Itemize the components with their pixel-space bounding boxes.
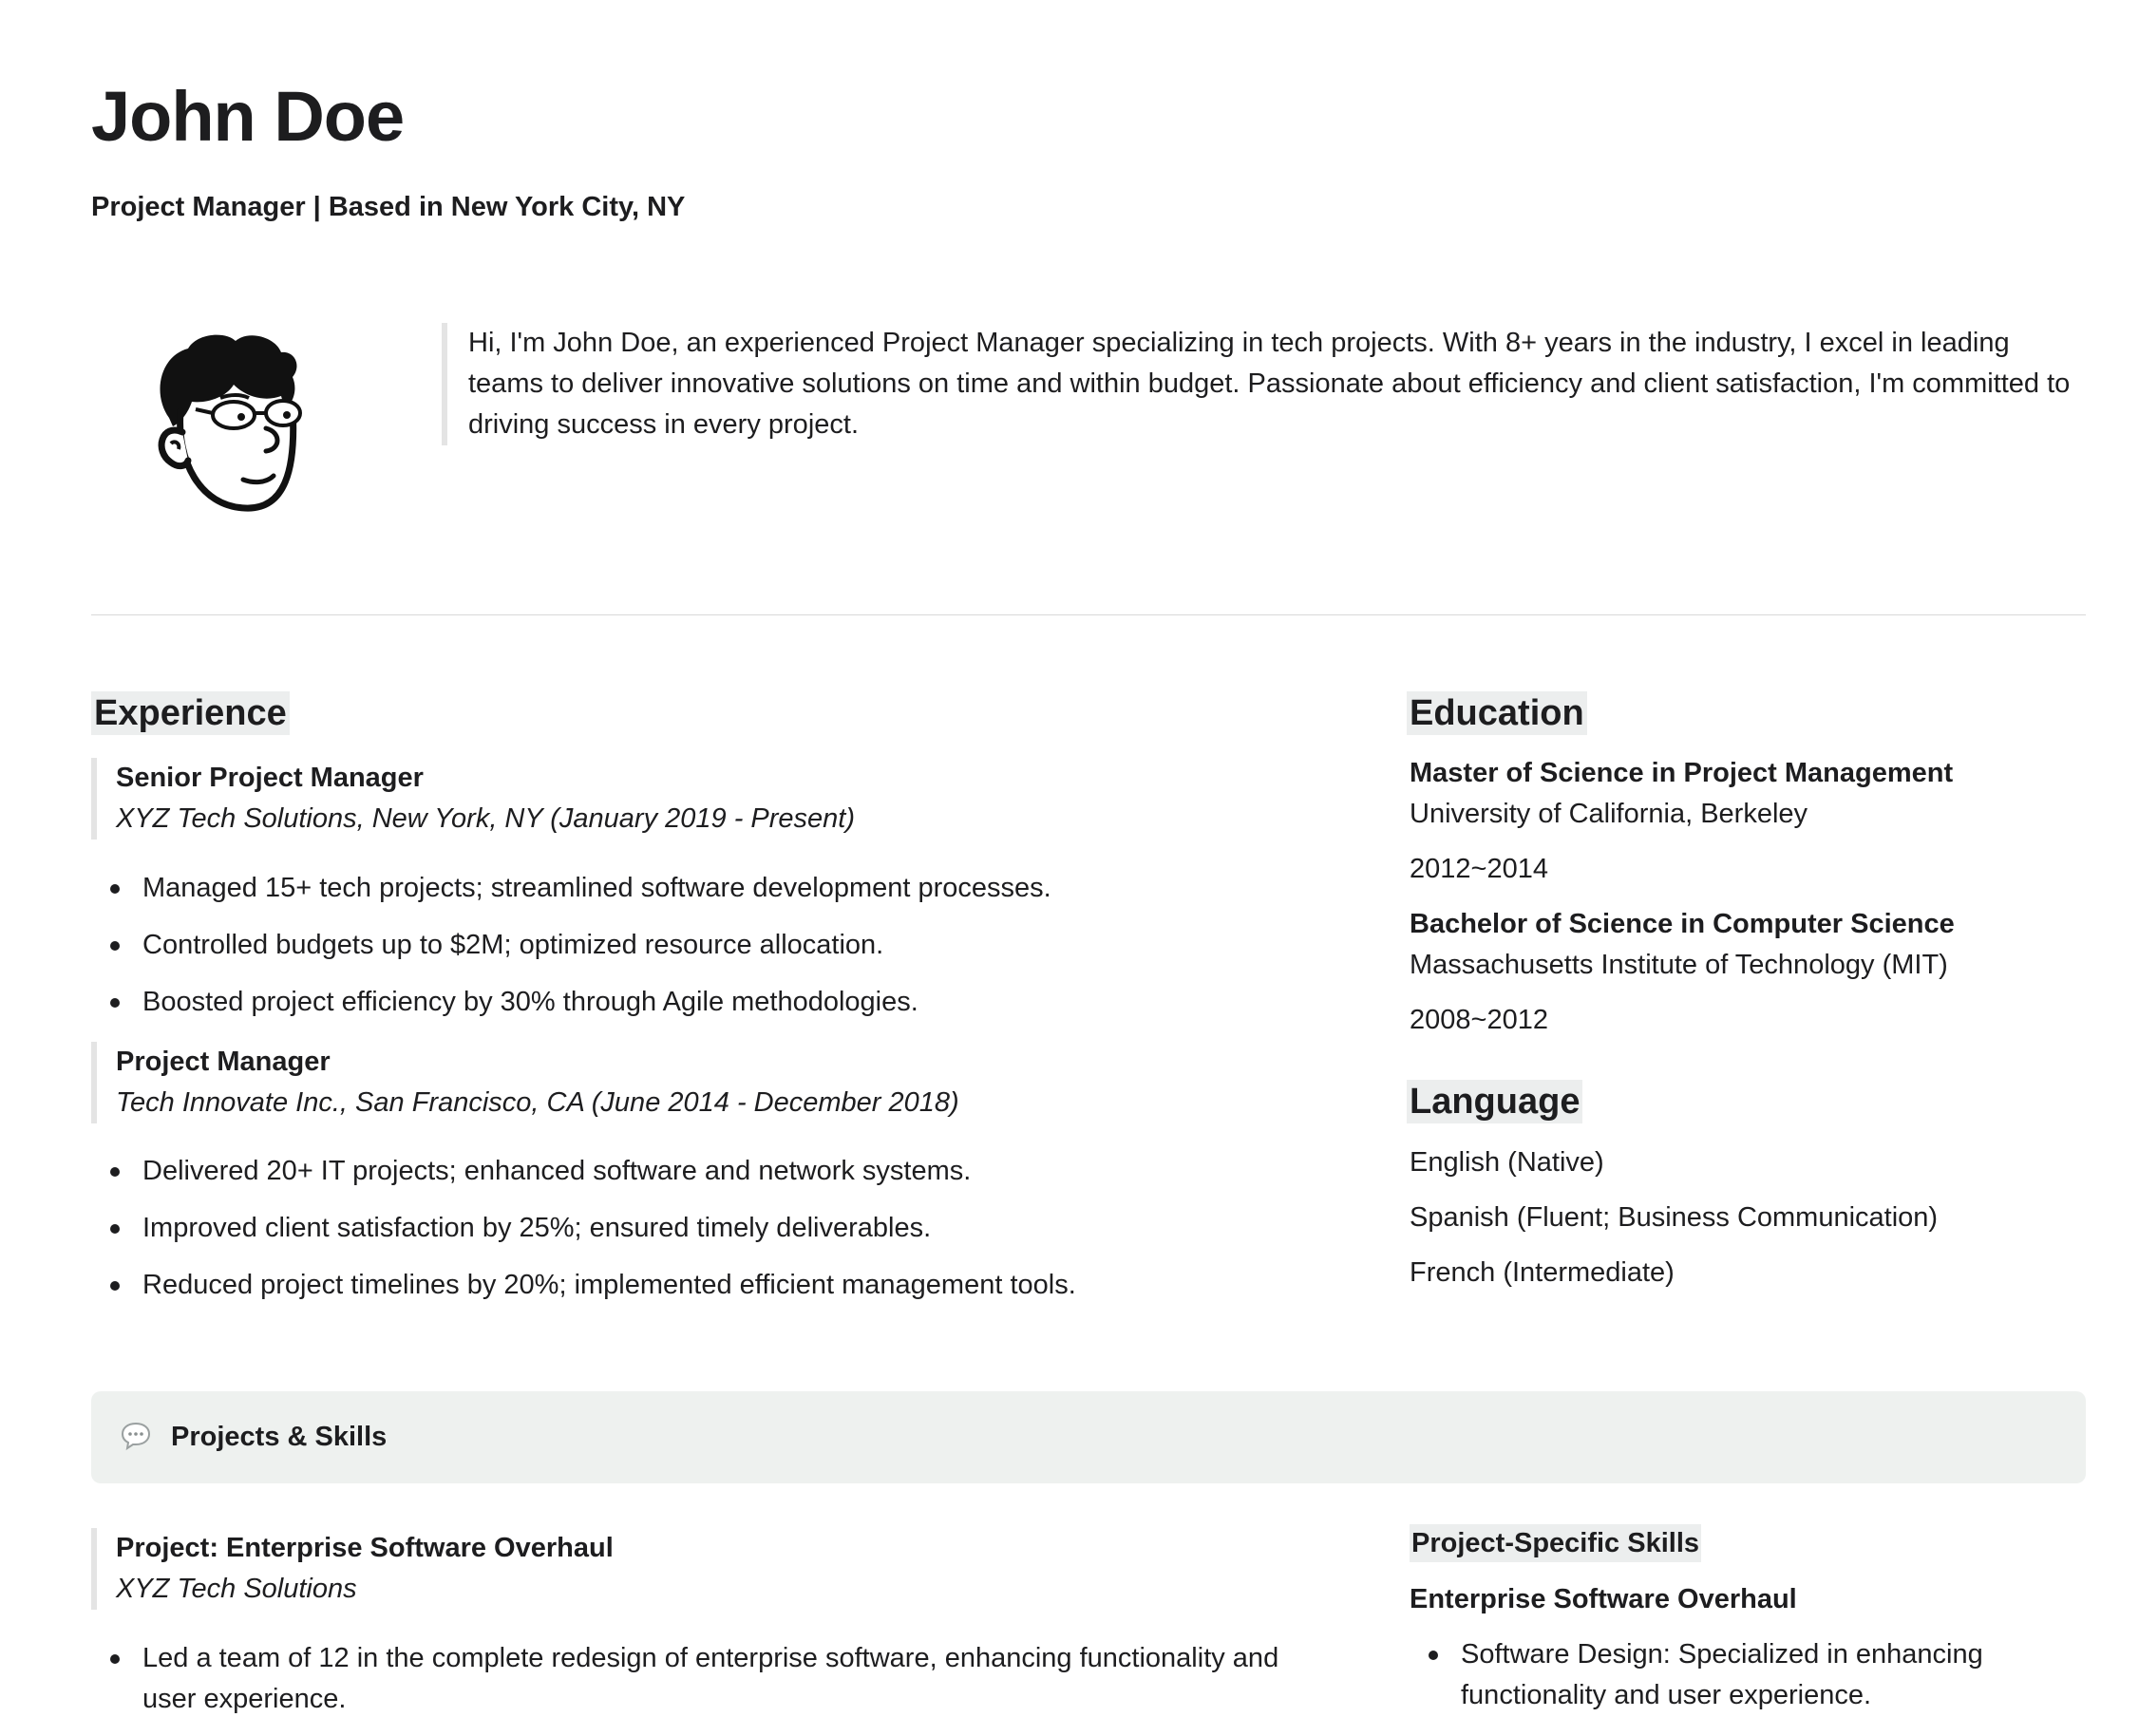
language-item: Spanish (Fluent; Business Communication)	[1410, 1202, 1939, 1233]
years: 2008~2012	[1410, 1005, 1548, 1035]
list-item: Delivered 20+ IT projects; enhanced software and network systems.	[91, 1151, 1076, 1192]
job-title-location: Project Manager | Based in New York City, NY	[91, 192, 686, 222]
projects-skills-callout	[91, 1391, 2086, 1483]
intro-quote: Hi, I'm John Doe, an experienced Project Manager specializing in tech projects. With 8+ years in the industry, I excel in leading teams to deliver innovative solutions on time and within budget. Passionate about efficiency and client satisfaction, I'm committed to driving success in every project.	[442, 323, 2083, 445]
callout-label: Projects & Skills	[171, 1422, 388, 1452]
job-meta: Tech Innovate Inc., San Francisco, CA (June 2014 - December 2018)	[116, 1087, 959, 1118]
project-title: Project: Enterprise Software Overhaul	[116, 1533, 614, 1563]
skills-bullets	[1410, 1634, 2055, 1732]
experience-heading: Experience	[91, 691, 290, 735]
list-item: Improved client satisfaction by 25%; ensured timely deliverables.	[91, 1208, 1076, 1249]
project-company: XYZ Tech Solutions	[116, 1574, 357, 1604]
avatar	[142, 328, 313, 518]
skills-subheading: Enterprise Software Overhaul	[1410, 1584, 1797, 1614]
job-entry	[91, 758, 855, 840]
school: University of California, Berkeley	[1410, 799, 1808, 829]
job-bullets	[91, 1151, 1076, 1322]
school: Massachusetts Institute of Technology (MIT)	[1410, 950, 1948, 980]
education-heading: Education	[1407, 691, 1587, 735]
language-item: French (Intermediate)	[1410, 1257, 1675, 1288]
degree: Master of Science in Project Management	[1410, 758, 1954, 788]
list-item: Software Design: Specialized in enhancing functionality and user experience.	[1410, 1634, 2055, 1716]
degree: Bachelor of Science in Computer Science	[1410, 909, 1955, 939]
list-item: Led a team of 12 in the complete redesign of enterprise software, enhancing functionality and user experience.	[91, 1638, 1326, 1720]
job-title: Project Manager	[116, 1047, 331, 1077]
years: 2012~2014	[1410, 854, 1548, 884]
list-item: Managed 15+ tech projects; streamlined software development processes.	[91, 868, 1051, 909]
list-item: Boosted project efficiency by 30% through Agile methodologies.	[91, 982, 1051, 1023]
job-entry	[91, 1042, 959, 1123]
list-item: Reduced project timelines by 20%; implemented efficient management tools.	[91, 1265, 1076, 1306]
job-meta: XYZ Tech Solutions, New York, NY (January 2019 - Present)	[116, 803, 856, 834]
list-item: Controlled budgets up to $2M; optimized resource allocation.	[91, 925, 1051, 966]
divider	[91, 614, 2086, 615]
project-bullets	[91, 1638, 1326, 1736]
skills-heading: Project-Specific Skills	[1410, 1524, 1701, 1562]
job-bullets	[91, 868, 1051, 1039]
speech-bubble-icon	[120, 1420, 152, 1452]
language-heading: Language	[1407, 1080, 1582, 1123]
job-title: Senior Project Manager	[116, 763, 424, 793]
language-item: English (Native)	[1410, 1147, 1604, 1178]
page-title: John Doe	[91, 77, 405, 156]
project-entry	[91, 1528, 614, 1610]
